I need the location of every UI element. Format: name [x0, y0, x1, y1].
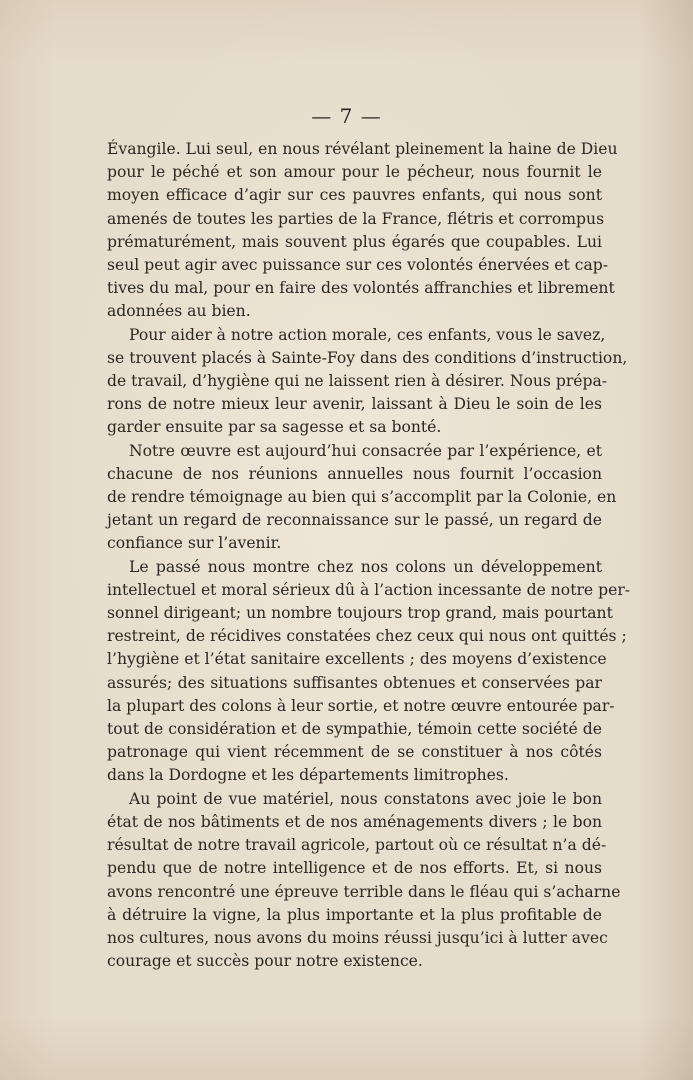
text-line: Le passé nous montre chez nos colons un développement [129, 557, 602, 576]
text-line: jetant un regard de reconnaissance sur le passé, un regard de [107, 511, 602, 530]
text-line: assurés; des situations suffisantes obtenues et conservées par [107, 673, 602, 692]
text-line: avons rencontré une épreuve terrible dans le fléau qui s’acharne [107, 882, 621, 901]
text-line: dans la Dordogne et les départements limitrophes. [107, 766, 509, 785]
paragraph [107, 788, 621, 974]
text-line: de rendre témoignage au bien qui s’accomplit par la Colonie, en [107, 488, 617, 507]
text-line: la plupart des colons à leur sortie, et notre œuvre entourée par- [107, 696, 615, 715]
text-line: pour le péché et son amour pour le pécheur, nous fournit le [107, 163, 602, 182]
text-line: Pour aider à notre action morale, ces enfants, vous le savez, [129, 325, 606, 344]
text-line: rons de notre mieux leur avenir, laissant à Dieu le soin de les [107, 395, 602, 414]
text-line: garder ensuite par sa sagesse et sa bonté. [107, 418, 442, 437]
text-line: sonnel dirigeant; un nombre toujours trop grand, mais pourtant [107, 604, 613, 623]
paragraph [107, 324, 628, 440]
text-line: courage et succès pour notre existence. [107, 952, 423, 971]
text-line: pendu que de notre intelligence et de nos efforts. Et, si nous [107, 859, 602, 878]
text-line: seul peut agir avec puissance sur ces volontés énervées et cap- [107, 256, 609, 275]
text-line: amenés de toutes les parties de la France, flétris et corrompus [107, 209, 605, 228]
text-line: confiance sur l’avenir. [107, 534, 282, 553]
text-line: Évangile. Lui seul, en nous révélant pleinement la haine de Dieu [107, 140, 618, 158]
text-line: patronage qui vient récemment de se constituer à nos côtés [107, 743, 602, 762]
text-line: nos cultures, nous avons du moins réussi jusqu’ici à lutter avec [107, 928, 608, 947]
body-text [107, 138, 631, 973]
text-line: tives du mal, pour en faire des volontés affranchies et librement [107, 279, 615, 298]
text-line: de travail, d’hygiène qui ne laissent rien à désirer. Nous prépa- [107, 372, 608, 391]
text-line: résultat de notre travail agricole, partout où ce résultat n’a dé- [107, 836, 607, 855]
text-line: l’hygiène et l’état sanitaire excellents ; des moyens d’existence [107, 650, 607, 669]
text-line: chacune de nos réunions annuelles nous fournit l’occasion [107, 464, 602, 483]
paragraph [107, 440, 617, 556]
page-number: — 7 — [311, 104, 382, 128]
paragraph [107, 556, 631, 788]
text-line: adonnées au bien. [107, 302, 251, 321]
text-line: prématurément, mais souvent plus égarés que coupables. Lui [107, 232, 602, 251]
text-line: restreint, de récidives constatées chez ceux qui nous ont quittés ; [107, 627, 627, 646]
text-line: Notre œuvre est aujourd’hui consacrée par l’expérience, et [129, 441, 602, 460]
text-line: se trouvent placés à Sainte-Foy dans des conditions d’instruction, [107, 348, 628, 367]
text-line: moyen efficace d’agir sur ces pauvres enfants, qui nous sont [107, 186, 602, 205]
text-line: à détruire la vigne, la plus importante et la plus profitable de [107, 905, 602, 924]
paragraph [107, 138, 618, 324]
text-line: tout de considération et de sympathie, témoin cette société de [107, 720, 602, 739]
text-line: état de nos bâtiments et de nos aménagements divers ; le bon [107, 812, 602, 831]
text-line: intellectuel et moral sérieux dû à l’action incessante de notre per- [107, 580, 631, 599]
text-line: Au point de vue matériel, nous constatons avec joie le bon [129, 789, 602, 808]
